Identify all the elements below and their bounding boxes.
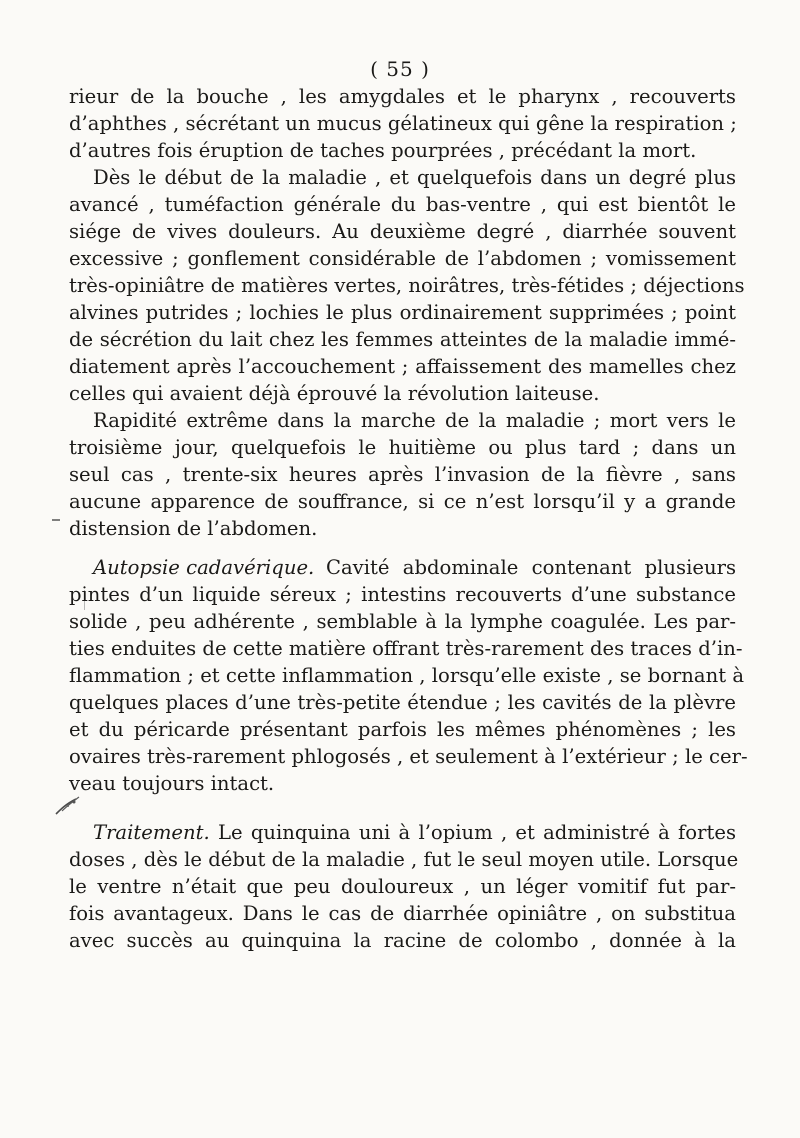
text-line: distension de l’abdomen.: [69, 517, 318, 540]
text-line: quelques places d’une très-petite étendue ; les cavités de la plèvre: [69, 691, 736, 714]
autopsy-heading: Autopsie cadavérique.: [93, 556, 315, 579]
text-line: rieur de la bouche , les amygdales et le pharynx , recouverts: [69, 85, 736, 108]
text-line: Le quinquina uni à l’opium , et administré à fortes: [218, 821, 736, 844]
text-line: excessive ; gonflement considérable de l’abdomen ; vomissement: [69, 247, 736, 270]
text-line: Rapidité extrême dans la marche de la maladie ; mort vers le: [93, 409, 736, 432]
text-line: ties enduites de cette matière offrant très-rarement des traces d’in-: [69, 637, 743, 660]
text-line: siége de vives douleurs. Au deuxième degré , diarrhée souvent: [69, 220, 736, 243]
text-line: Cavité abdominale contenant plusieurs: [326, 556, 736, 579]
text-line: avancé , tuméfaction générale du bas-ventre , qui est bientôt le: [69, 193, 736, 216]
treatment-heading: Traitement.: [93, 821, 210, 844]
text-line: fois avantageux. Dans le cas de diarrhée opiniâtre , on substitua: [69, 902, 736, 925]
text-line: aucune apparence de souffrance, si ce n’est lorsqu’il y a grande: [69, 490, 736, 513]
text-line: d’autres fois éruption de taches pourprées , précédant la mort.: [69, 139, 697, 162]
text-line: et du péricarde présentant parfois les mêmes phénomènes ; les: [69, 718, 736, 741]
text-line: alvines putrides ; lochies le plus ordinairement supprimées ; point: [69, 301, 736, 324]
text-line: celles qui avaient déjà éprouvé la révolution laiteuse.: [69, 382, 600, 405]
text-line: ovaires très-rarement phlogosés , et seulement à l’extérieur ; le cer-: [69, 745, 748, 768]
text-line: seul cas , trente-six heures après l’invasion de la fièvre , sans: [69, 463, 736, 486]
text-line: avec succès au quinquina la racine de colombo , donnée à la: [69, 929, 736, 952]
text-line: très-opiniâtre de matières vertes, noirâtres, très-fétides ; déjections: [69, 274, 745, 297]
text-line: flammation ; et cette inflammation , lorsqu’elle existe , se bornant à: [69, 664, 744, 687]
text-line: troisième jour, quelquefois le huitième ou plus tard ; dans un: [69, 436, 736, 459]
ink-mark: [52, 519, 60, 521]
text-line: doses , dès le début de la maladie , fut le seul moyen utile. Lorsque: [69, 848, 739, 871]
text-line: veau toujours intact.: [69, 772, 275, 795]
text-line: pintes d’un liquide séreux ; intestins recouverts d’une substance: [69, 583, 736, 606]
text-line: de sécrétion du lait chez les femmes atteintes de la maladie immé-: [69, 328, 736, 351]
text-line: solide , peu adhérente , semblable à la lymphe coagulée. Les par-: [69, 610, 736, 633]
text-line: diatement après l’accouchement ; affaissement des mamelles chez: [69, 355, 736, 378]
text-line: le ventre n’était que peu douloureux , un léger vomitif fut par-: [69, 875, 736, 898]
page-number: ( 55 ): [370, 57, 430, 81]
text-line: d’aphthes , sécrétant un mucus gélatineux qui gêne la respiration ;: [69, 112, 737, 135]
text-line: Dès le début de la maladie , et quelquefois dans un degré plus: [93, 166, 736, 189]
